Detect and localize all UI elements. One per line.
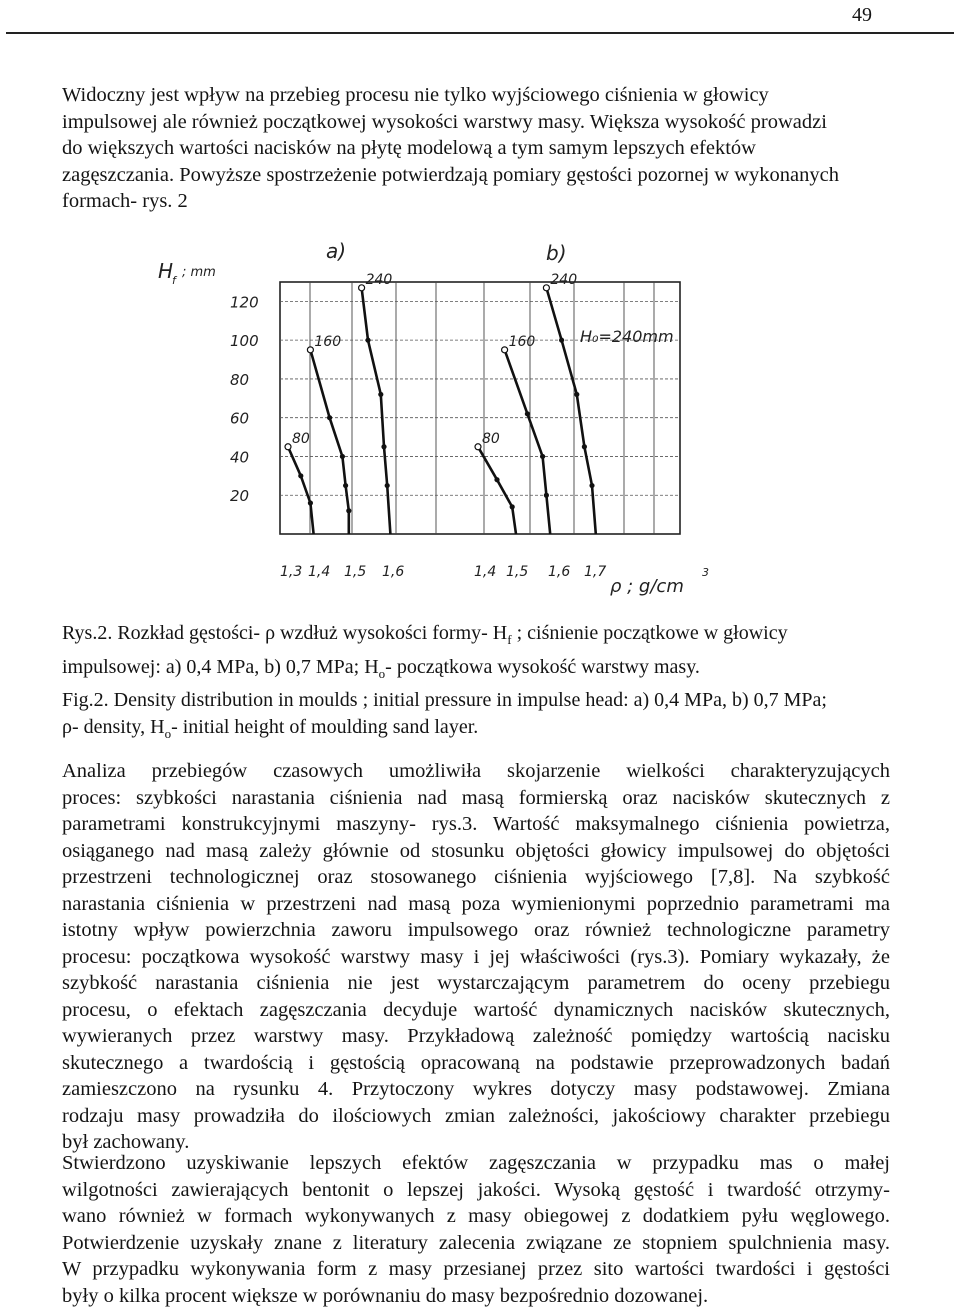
x-tick-label-b: 1,7 (584, 564, 607, 580)
data-point (308, 500, 313, 505)
x-tick-label-a: 1,6 (382, 564, 405, 580)
paragraph-line: Potwierdzenie uzyskały znane z literatury zalecenia związane ze stopniem spulchnienia masy. (62, 1231, 890, 1254)
data-point (359, 285, 365, 291)
x-tick-label-a: 1,3 (280, 564, 303, 580)
paragraph-line: przestrzeni technologicznej oraz stosowanego ciśnienia wyjściowego [7,8]. Na szybkość (62, 866, 890, 888)
paragraph-line: procesu, o efektach zagęszczania decyduje wartość dynamicznych nacisków skutecznych, (62, 998, 890, 1021)
paragraph-line: formach- rys. 2 (62, 190, 188, 212)
paragraph-line: były o kilka procent większe w porównaniu do masy bezpośrednio dozowanej. (62, 1284, 709, 1307)
data-point (365, 338, 370, 343)
data-point (343, 483, 348, 488)
paragraph-line: parametrami konstrukcyjnymi maszyny- rys.3. Wartość maksymalnego ciśnienia powietrza, (62, 813, 890, 835)
data-point (540, 454, 545, 459)
data-point (381, 444, 386, 449)
curve-label: 80 (482, 430, 500, 447)
data-point (589, 483, 594, 488)
data-point (544, 493, 549, 498)
data-point (494, 477, 499, 482)
x-tick-label-b: 1,5 (506, 564, 529, 580)
paragraph-line: Widoczny jest wpływ na przebieg procesu nie tylko wyjściowego ciśnienia w głowicy (62, 84, 769, 106)
y-tick-label: 100 (230, 332, 259, 351)
paragraph-3 (62, 1150, 890, 1309)
paragraph-line: impulsowej ale również początkowej wysokości warstwy masy. Większa wysokość prowadzi (62, 110, 827, 133)
paragraph-line: wano również w formach wykonywanych z masy obiegowej z dodatkiem pyłu węglowego. (62, 1205, 890, 1227)
h0-annotation: H₀=240mm (580, 327, 674, 346)
x-tick-label-b: 1,6 (548, 564, 571, 580)
data-point (559, 338, 564, 343)
paragraph-line: rodzaju masy prowadziła do ilościowych zmian zależności, jakościowy charakter przebiegu (62, 1104, 890, 1127)
paragraph-line: W przypadku wykonywania form z masy przesianej przez sito wartości twardości i gęstości (62, 1258, 890, 1280)
y-tick-label: 40 (230, 448, 250, 467)
x-tick-label-b: 1,4 (474, 564, 497, 580)
page-number: 49 (852, 4, 872, 26)
data-point (582, 444, 587, 449)
data-point (307, 347, 313, 353)
data-point (574, 392, 579, 397)
paragraph-line: proces: szybkości narastania ciśnienia nad masą formierską oraz nacisków skutecznych z (62, 786, 890, 809)
data-point (327, 415, 332, 420)
paragraph-line: skutecznego a twardością i gęstością opracowaną na podstawie przeprowadzonych badań (62, 1051, 890, 1074)
data-point (346, 508, 351, 513)
chart-grid (280, 282, 680, 534)
y-axis-label-sub: f (172, 274, 176, 287)
paragraph-line: wilgotności zawierających bentonit o lepszej jakości. Wysoką gęstość i twardość otrzymy- (62, 1178, 890, 1201)
paragraph-line: Analiza przebiegów czasowych umożliwiła skojarzenie wielkości charakteryzujących (62, 760, 890, 782)
data-point (340, 454, 345, 459)
paragraph-line: był zachowany. (62, 1131, 190, 1153)
curve-label: 160 (508, 333, 536, 350)
curve-label: 80 (292, 430, 310, 447)
figure-caption (62, 620, 886, 747)
y-tick-label: 20 (230, 487, 250, 506)
density-curve-b-240 (546, 288, 595, 534)
data-point (298, 473, 303, 478)
data-point (510, 504, 515, 509)
x-axis-label: ρ ; g/cm (610, 576, 684, 597)
data-point (502, 347, 508, 353)
curve-label: 240 (550, 271, 578, 288)
paragraph-line: osiąganego nad masą zależy głównie od stosunku objętości głowicy impulsowej do objętości (62, 839, 890, 862)
paragraph-line: procesu: początkowa wysokość warstwy masy i jej właściwości (rys.3). Pomiary wykazały, że (62, 945, 890, 968)
paragraph-line: zamieszczono na rysunku 4. Przytoczony wykres dotyczy masy podstawowej. Zmiana (62, 1078, 890, 1100)
y-tick-label: 120 (230, 293, 259, 312)
caption-line-en-1: Fig.2. Density distribution in moulds ; initial pressure in impulse head: a) 0,4 MPa, b) 0,7 MPa; (62, 689, 827, 711)
curve-label: 160 (314, 333, 342, 350)
caption-line-en-2: ρ- density, $H_o-$ initial height of moulding sand layer. (62, 715, 479, 741)
paragraph-1 (62, 82, 886, 215)
y-axis-label-unit: ; mm (182, 265, 216, 280)
curve-label: 240 (365, 271, 393, 288)
paragraph-2 (62, 758, 890, 1156)
paragraph-line: szybkość narastania ciśnienia nie jest wystarczającym parametrem do oceny przebiegu (62, 972, 890, 994)
density-curve-a-160 (310, 350, 348, 534)
chart-curves (285, 285, 596, 534)
caption-line-pl-1: Rys.2. Rozkład gęstości- ρ wzdłuż wysokości formy- $H_f$ ; ciśnienie początkowe w głowicy (62, 622, 788, 647)
density-figure (140, 238, 800, 608)
paragraph-line: Stwierdzono uzyskiwanie lepszych efektów zagęszczania w przypadku mas o małej (62, 1152, 890, 1174)
plot-frame (280, 282, 680, 534)
data-point (525, 411, 530, 416)
data-point (475, 444, 481, 450)
y-tick-label: 60 (230, 409, 250, 428)
paragraph-line: wywieranych przez warstwy masy. Przykładową zależność pomiędzy wartością nacisku (62, 1025, 890, 1047)
panel-b-label: b) (546, 241, 567, 265)
x-axis-label-sup: 3 (702, 566, 709, 579)
data-point (543, 285, 549, 291)
data-point (285, 444, 291, 450)
y-axis-label: H (158, 259, 174, 283)
paragraph-line: istotny wpływ powierzchnia zaworu impulsowego oraz również technologiczne parametry (62, 919, 890, 941)
paragraph-line: narastania ciśnienia w przestrzeni nad masą poza wymienionymi poprzednio parametrami ma (62, 892, 890, 915)
panel-a-label: a) (326, 239, 347, 263)
data-point (385, 483, 390, 488)
caption-line-pl-2: impulsowej: a) 0,4 MPa, b) 0,7 MPa; $H_o-$ początkowa wysokość warstwy masy. (62, 655, 700, 681)
density-curve-a-240 (362, 288, 391, 534)
paragraph-line: do większych wartości nacisków na płytę modelową a tym samym lepszych efektów (62, 137, 756, 159)
data-point (378, 392, 383, 397)
density-chart (140, 238, 800, 608)
y-tick-label: 80 (230, 370, 250, 389)
x-tick-label-a: 1,5 (344, 564, 367, 580)
header-rule (6, 32, 954, 34)
x-tick-label-a: 1,4 (308, 564, 331, 580)
paragraph-line: zagęszczania. Powyższe spostrzeżenie potwierdzają pomiary gęstości pozornej w wykonanych (62, 163, 839, 186)
